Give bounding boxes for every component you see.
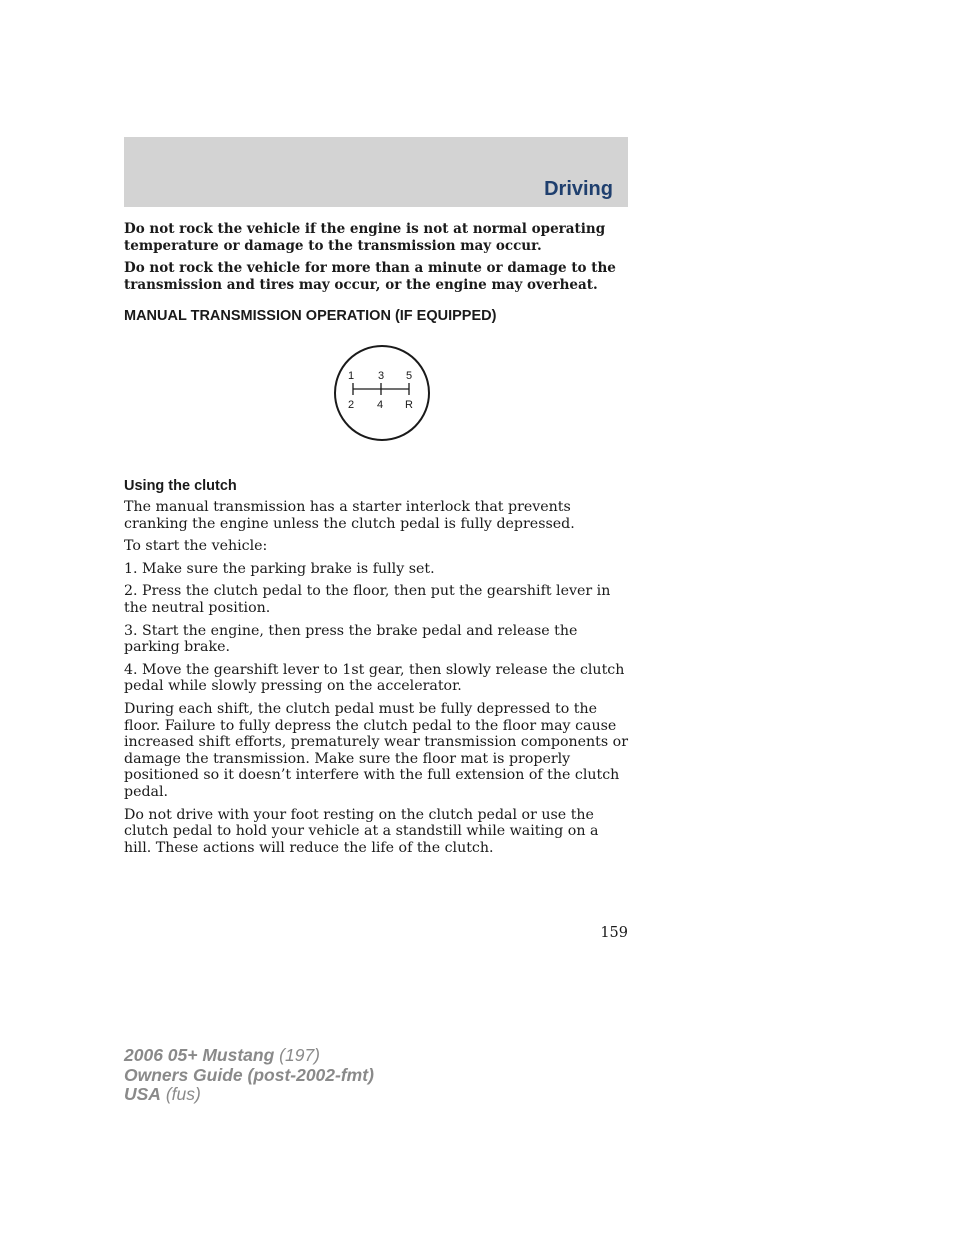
document-footer	[124, 1046, 374, 1105]
footer-line	[124, 1046, 374, 1066]
page-number: 159	[600, 925, 628, 941]
gear-label-2: 2	[347, 399, 355, 411]
body-paragraph: To start the vehicle:	[124, 538, 268, 555]
warning-paragraph: Do not rock the vehicle if the engine is not at normal operating temperature or damage to the transmission may occur.	[124, 221, 606, 254]
step-item: 2. Press the clutch pedal to the floor, then put the gearshift lever in the neutral position.	[124, 583, 611, 616]
footer-market: USA	[124, 1084, 161, 1104]
shift-knob-outline	[335, 346, 429, 440]
footer-guide: Owners Guide (post-2002-fmt)	[124, 1064, 374, 1085]
section-heading: MANUAL TRANSMISSION OPERATION (IF EQUIPPED)	[124, 308, 497, 324]
shift-pattern-diagram	[124, 335, 630, 470]
gear-label-4: 4	[376, 399, 384, 411]
gear-label-3: 3	[377, 370, 385, 382]
body-paragraph: During each shift, the clutch pedal must be fully depressed to the floor. Failure to fully depress the clutch pedal to the floor may cause increased shift efforts, prematurely wear transmission components or damage the transmission. Make sure the floor mat is properly positioned so it doesn’t interfere with the full extension of the clutch pedal.	[124, 700, 628, 800]
body-paragraph: Do not drive with your foot resting on the clutch pedal or use the clutch pedal to hold your vehicle at a standstill while waiting on a hill. These actions will reduce the life of the clutch.	[124, 806, 599, 856]
section-title: Driving	[544, 178, 613, 200]
gear-label-reverse: R	[405, 399, 413, 411]
footer-line	[124, 1066, 374, 1086]
page-content	[124, 221, 630, 862]
gear-label-1: 1	[347, 370, 355, 382]
footer-code: (197)	[279, 1045, 321, 1065]
step-item: 1. Make sure the parking brake is fully set.	[124, 560, 435, 577]
gearshift-pattern-icon	[332, 343, 432, 443]
footer-model: 2006 05+ Mustang	[124, 1045, 275, 1065]
step-item: 4. Move the gearshift lever to 1st gear, then slowly release the clutch pedal while slowly pressing on the accelerator.	[124, 661, 625, 695]
section-header-band	[124, 137, 628, 207]
sub-heading: Using the clutch	[124, 478, 237, 494]
step-item: 3. Start the engine, then press the brake pedal and release the parking brake.	[124, 622, 578, 656]
footer-market-code: (fus)	[165, 1084, 201, 1104]
warning-paragraph: Do not rock the vehicle for more than a minute or damage to the transmission and tires may occur, or the engine may overheat.	[124, 260, 616, 293]
body-paragraph: The manual transmission has a starter interlock that prevents cranking the engine unless the clutch pedal is fully depressed.	[124, 499, 575, 532]
gear-label-5: 5	[405, 370, 413, 382]
footer-line	[124, 1085, 374, 1105]
